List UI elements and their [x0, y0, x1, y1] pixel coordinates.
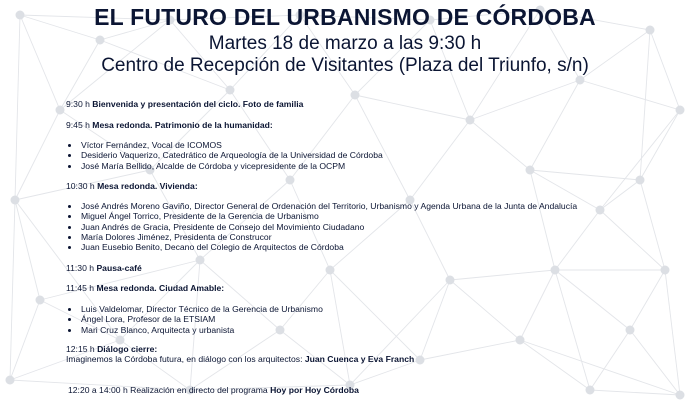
- radio-program-name: Hoy por Hoy Córdoba: [270, 385, 359, 395]
- closing-note: Imaginemos la Córdoba futura, en diálogo con los arquitectos:: [66, 354, 305, 364]
- program-item-housing: [66, 181, 198, 191]
- item-title: Diálogo cierre:: [97, 344, 158, 354]
- item-title: Pausa-café: [96, 263, 142, 273]
- item-time: 11:30 h: [66, 263, 95, 273]
- speaker-list-friendly-city: [66, 304, 323, 335]
- item-title: Mesa redonda. Ciudad Amable:: [96, 283, 225, 293]
- item-time: 9:45 h: [66, 120, 90, 130]
- speaker-item: Juan Andrés de Gracia, Presidente de Consejo del Movimiento Ciudadano: [66, 222, 577, 232]
- speaker-item: María Dolores Jiménez, Presidenta de Construcor: [66, 232, 577, 242]
- item-title: Mesa redonda. Patrimonio de la humanidad:: [92, 120, 273, 130]
- program-item-radio-show: [68, 385, 359, 395]
- closing-description: [66, 354, 414, 364]
- speaker-item: Luis Valdelomar, Director Técnico de la Gerencia de Urbanismo: [66, 304, 323, 314]
- speaker-list-heritage: [66, 140, 383, 171]
- program-item-heritage: [66, 120, 273, 130]
- item-text: Realización en directo del programa: [130, 385, 271, 395]
- program-item-closing: [66, 344, 157, 354]
- speaker-item: Víctor Fernández, Vocal de ICOMOS: [66, 140, 383, 150]
- speaker-item: Ángel Lora, Profesor de la ETSIAM: [66, 314, 323, 324]
- item-title: Bienvenida y presentación del ciclo. Foto de familia: [92, 99, 304, 109]
- speaker-item: Mari Cruz Blanco, Arquitecta y urbanista: [66, 325, 323, 335]
- program-item-welcome: [66, 99, 303, 109]
- item-title: Mesa redonda. Vivienda:: [97, 181, 198, 191]
- item-time: 11:45 h: [66, 283, 95, 293]
- event-title: EL FUTURO DEL URBANISMO DE CÓRDOBA: [94, 4, 596, 30]
- speaker-item: Miguel Ángel Torrico, Presidente de la Gerencia de Urbanismo: [66, 211, 577, 221]
- speaker-item: José Andrés Moreno Gaviño, Director General de Ordenación del Territorio, Urbanismo y Agenda Urbana de la Junta de Andalucía: [66, 201, 577, 211]
- program-item-friendly-city: [66, 283, 224, 293]
- item-time: 9:30 h: [66, 99, 90, 109]
- speaker-item: José María Bellido, Alcalde de Córdoba y vicepresidente de la OCPM: [66, 161, 383, 171]
- event-date: Martes 18 de marzo a las 9:30 h: [208, 33, 482, 54]
- item-time: 10:30 h: [66, 181, 95, 191]
- speaker-item: Desiderio Vaquerizo, Catedrático de Arqueología de la Universidad de Córdoba: [66, 150, 383, 160]
- speaker-item: Juan Eusebio Benito, Decano del Colegio de Arquitectos de Córdoba: [66, 242, 577, 252]
- event-venue: Centro de Recepción de Visitantes (Plaza del Triunfo, s/n): [101, 55, 589, 76]
- program-item-coffee-break: [66, 263, 142, 273]
- closing-architects: Juan Cuenca y Eva Franch: [304, 354, 415, 364]
- speaker-list-housing: [66, 201, 577, 252]
- item-time: 12:20 a 14:00 h: [68, 385, 128, 395]
- item-time: 12:15 h: [66, 344, 95, 354]
